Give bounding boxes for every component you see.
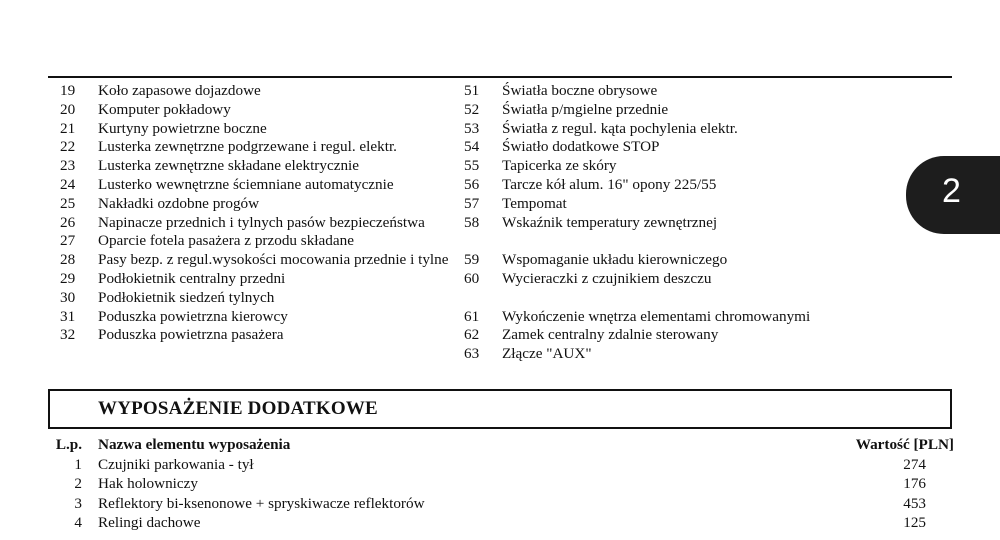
item-number: 55 bbox=[464, 157, 480, 175]
cell-lp: 4 bbox=[74, 514, 82, 532]
item-number: 51 bbox=[464, 82, 480, 99]
list-item bbox=[464, 214, 894, 233]
item-number: 25 bbox=[60, 194, 76, 212]
header-value: Wartość [PLN] bbox=[855, 436, 954, 453]
item-label: Światła z regul. kąta pochylenia elektr. bbox=[502, 119, 738, 137]
item-number: 19 bbox=[60, 82, 76, 99]
list-item bbox=[464, 157, 894, 176]
item-label: Pasy bezp. z regul.wysokości mocowania przednie i tylne bbox=[98, 251, 449, 269]
item-number: 20 bbox=[60, 100, 76, 118]
list-item bbox=[464, 101, 894, 120]
item-number: 54 bbox=[464, 138, 480, 156]
cell-name: Relingi dachowe bbox=[98, 514, 201, 532]
item-number: 21 bbox=[60, 119, 76, 137]
item-label: Wykończenie wnętrza elementami chromowanymi bbox=[502, 307, 811, 325]
list-item bbox=[60, 270, 460, 289]
list-item bbox=[464, 82, 894, 101]
item-number: 31 bbox=[60, 307, 76, 325]
item-label: Koło zapasowe dojazdowe bbox=[98, 82, 261, 99]
list-item bbox=[60, 289, 460, 308]
table-row bbox=[48, 474, 954, 494]
cell-value: 125 bbox=[903, 514, 926, 532]
cell-lp: 3 bbox=[74, 494, 82, 512]
cell-name: Reflektory bi-ksenonowe + spryskiwacze reflektorów bbox=[98, 494, 425, 512]
item-number: 22 bbox=[60, 138, 76, 156]
list-item bbox=[60, 120, 460, 139]
item-label: Wspomaganie układu kierowniczego bbox=[502, 251, 728, 269]
item-label: Lusterka zewnętrzne podgrzewane i regul. elektr. bbox=[98, 138, 397, 156]
item-label: Tapicerka ze skóry bbox=[502, 157, 617, 175]
page-number-badge bbox=[906, 156, 1000, 234]
list-item bbox=[60, 101, 460, 120]
item-label: Lusterka zewnętrzne składane elektrycznie bbox=[98, 157, 359, 175]
item-number: 23 bbox=[60, 157, 76, 175]
list-item bbox=[464, 120, 894, 139]
item-label: Nakładki ozdobne progów bbox=[98, 194, 260, 212]
item-number: 63 bbox=[464, 345, 480, 363]
page-number: 2 bbox=[942, 172, 961, 210]
item-number: 59 bbox=[464, 251, 480, 269]
item-number: 26 bbox=[60, 213, 76, 231]
additional-equipment-table bbox=[48, 435, 954, 533]
equipment-list-left bbox=[60, 82, 460, 345]
cell-lp: 2 bbox=[74, 475, 82, 493]
item-label: Kurtyny powietrzne boczne bbox=[98, 119, 267, 137]
table-row bbox=[48, 455, 954, 475]
list-item bbox=[60, 326, 460, 345]
item-number: 56 bbox=[464, 175, 480, 193]
item-label: Komputer pokładowy bbox=[98, 100, 231, 118]
cell-value: 274 bbox=[903, 455, 926, 473]
item-label: Złącze "AUX" bbox=[502, 345, 592, 363]
list-item bbox=[464, 326, 894, 345]
list-item bbox=[464, 195, 894, 214]
list-item bbox=[464, 270, 894, 289]
list-item bbox=[60, 232, 460, 251]
item-label: Tarcze kół alum. 16" opony 225/55 bbox=[502, 175, 717, 193]
item-label: Poduszka powietrzna kierowcy bbox=[98, 307, 288, 325]
item-number: 53 bbox=[464, 119, 480, 137]
list-item bbox=[464, 345, 894, 364]
item-number: 24 bbox=[60, 175, 76, 193]
list-item bbox=[464, 176, 894, 195]
top-divider bbox=[48, 76, 952, 78]
list-item bbox=[60, 308, 460, 327]
item-label: Poduszka powietrzna pasażera bbox=[98, 326, 284, 344]
table-row bbox=[48, 513, 954, 533]
list-item bbox=[60, 214, 460, 233]
item-label: Tempomat bbox=[502, 194, 567, 212]
cell-value: 176 bbox=[903, 475, 926, 493]
item-label: Światła boczne obrysowe bbox=[502, 82, 658, 99]
list-item bbox=[464, 308, 894, 327]
list-item bbox=[60, 157, 460, 176]
list-item bbox=[60, 195, 460, 214]
cell-name: Czujniki parkowania - tył bbox=[98, 455, 254, 473]
cell-lp: 1 bbox=[74, 455, 82, 473]
equipment-list-right bbox=[464, 82, 894, 364]
cell-value: 453 bbox=[903, 494, 926, 512]
item-number: 57 bbox=[464, 194, 480, 212]
item-label: Światło dodatkowe STOP bbox=[502, 138, 660, 156]
header-lp: L.p. bbox=[55, 436, 82, 453]
item-number: 60 bbox=[464, 269, 480, 287]
item-label: Wskaźnik temperatury zewnętrznej bbox=[502, 213, 718, 231]
list-item bbox=[60, 82, 460, 101]
list-item bbox=[60, 138, 460, 157]
item-number: 52 bbox=[464, 100, 480, 118]
item-number: 61 bbox=[464, 307, 480, 325]
item-number: 58 bbox=[464, 213, 480, 231]
header-name: Nazwa elementu wyposażenia bbox=[98, 436, 291, 453]
item-label: Lusterko wewnętrzne ściemniane automatycznie bbox=[98, 175, 394, 193]
item-number: 32 bbox=[60, 326, 76, 344]
item-number: 28 bbox=[60, 251, 76, 269]
list-item bbox=[464, 138, 894, 157]
list-item bbox=[464, 251, 894, 270]
section-header-box bbox=[48, 389, 952, 429]
table-row bbox=[48, 494, 954, 514]
list-item bbox=[60, 251, 460, 270]
item-number: 30 bbox=[60, 288, 76, 306]
item-number: 62 bbox=[464, 326, 480, 344]
item-label: Napinacze przednich i tylnych pasów bezpieczeństwa bbox=[98, 213, 425, 231]
item-label: Zamek centralny zdalnie sterowany bbox=[502, 326, 719, 344]
section-title: WYPOSAŻENIE DODATKOWE bbox=[98, 398, 378, 419]
item-label: Światła p/mgielne przednie bbox=[502, 100, 669, 118]
item-label: Podłokietnik centralny przedni bbox=[98, 269, 286, 287]
item-label: Podłokietnik siedzeń tylnych bbox=[98, 288, 275, 306]
item-label: Wycieraczki z czujnikiem deszczu bbox=[502, 269, 712, 287]
item-number: 29 bbox=[60, 269, 76, 287]
cell-name: Hak holowniczy bbox=[98, 475, 198, 493]
item-label: Oparcie fotela pasażera z przodu składane bbox=[98, 232, 354, 250]
table-header-row bbox=[48, 435, 954, 455]
item-number: 27 bbox=[60, 232, 76, 250]
list-item bbox=[60, 176, 460, 195]
